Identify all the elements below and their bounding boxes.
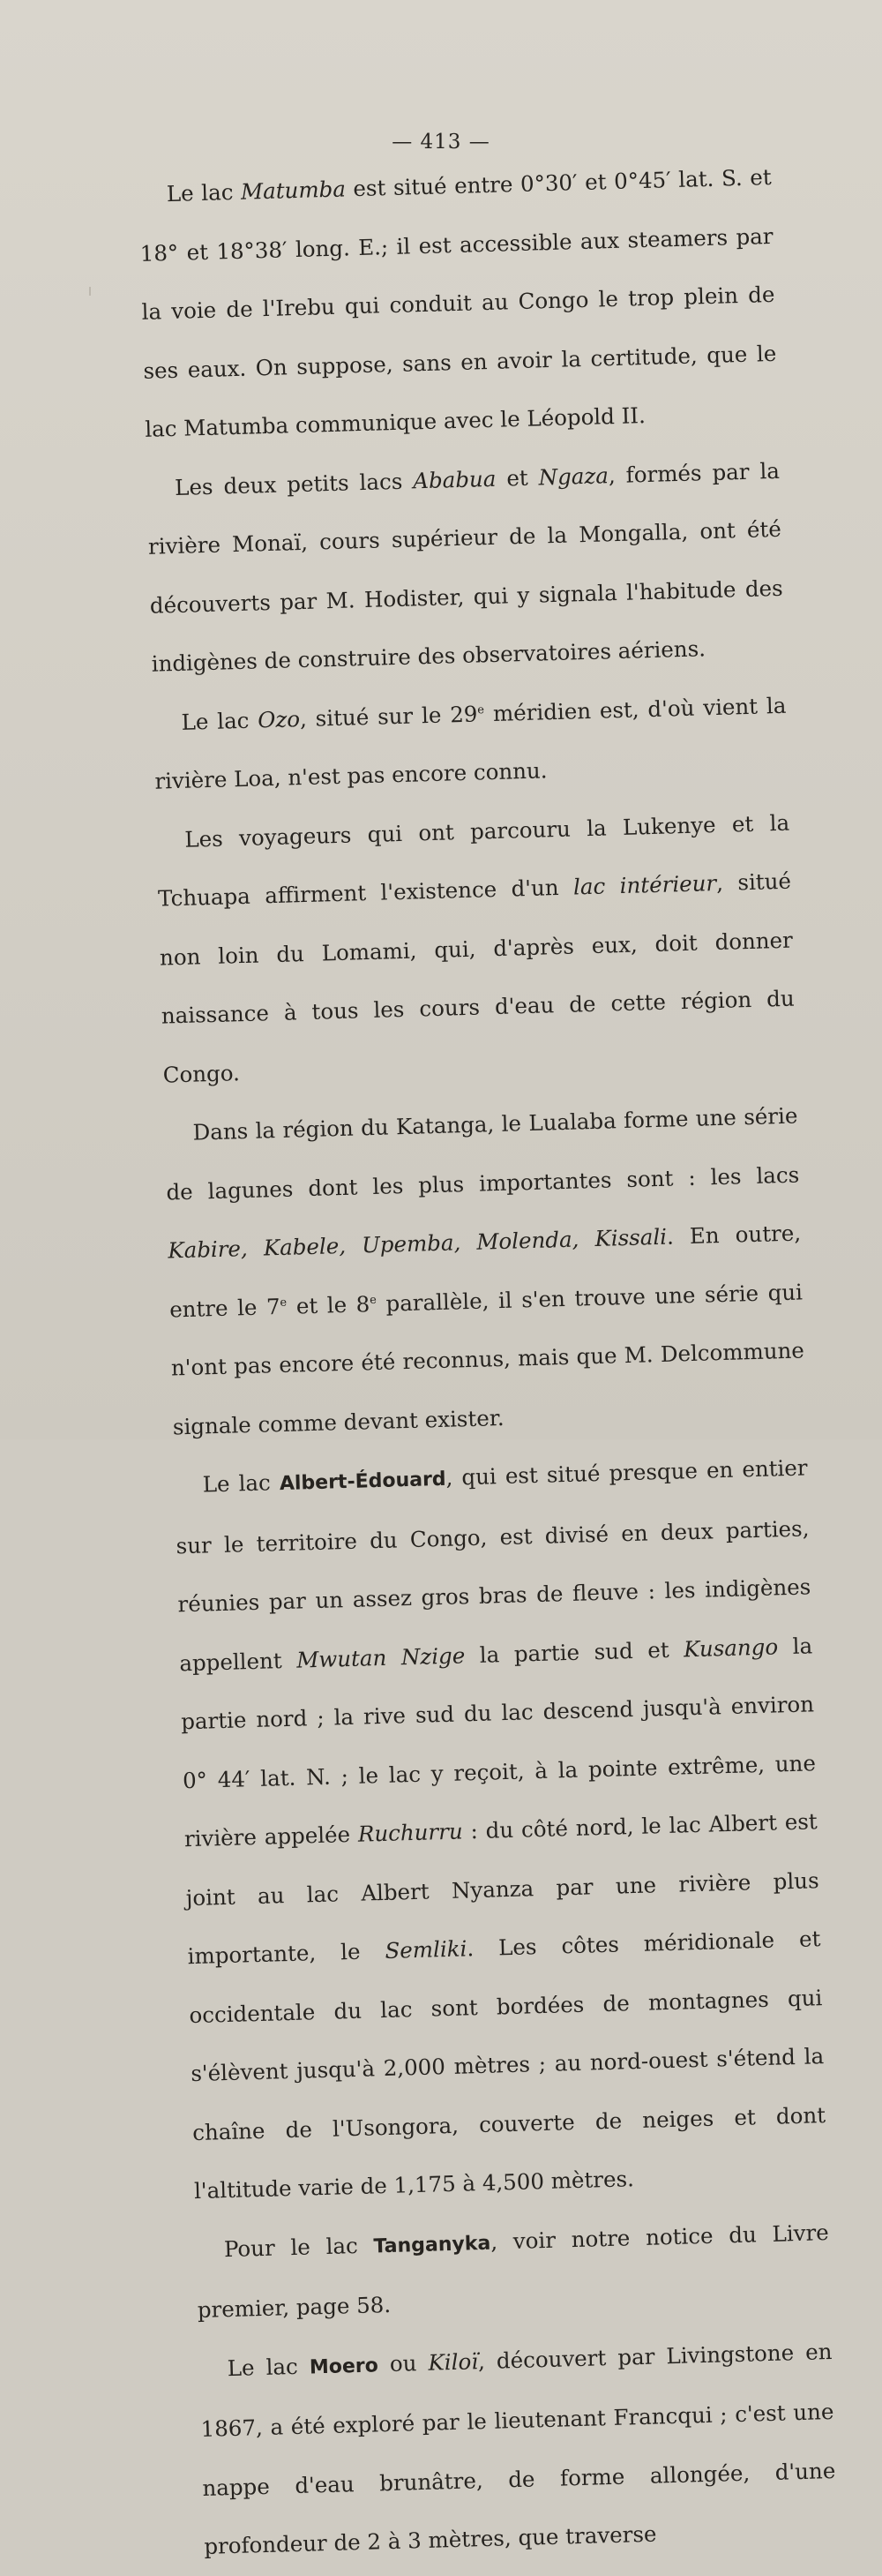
superscript: e <box>477 702 485 717</box>
text-run: parallèle, il s'en trouve une série qui n'ont pas encore été reconnus, mais que M. Delcommune signale comme devant exister. <box>170 1278 805 1439</box>
paragraph <box>153 676 789 811</box>
text-run: , situé sur le 29 <box>299 700 478 732</box>
margin-mark <box>89 287 91 296</box>
text-run: la partie nord ; la rive sud du lac descend jusqu'à environ 0° 44′ lat. N. ; le lac y reçoit, à la pointe extrême, une rivière appelée <box>180 1632 817 1852</box>
italic-text: Semliki <box>385 1935 467 1964</box>
bold-text: Albert-Édouard <box>279 1468 446 1496</box>
italic-text: Ruchurru <box>357 1818 464 1847</box>
text-run: Pour le lac <box>223 2231 374 2262</box>
text-run: Le lac <box>166 178 242 207</box>
text-run: : du côté nord, le lac Albert est joint au lac Albert Nyanza par une rivière plus importante, le <box>185 1808 819 1970</box>
paragraph <box>155 793 796 1104</box>
text-run: , voir notre notice du Livre premier, page 58. <box>197 2219 830 2324</box>
superscript: e <box>369 1293 377 1307</box>
italic-text: Matumba <box>240 176 347 205</box>
text-run: . Les côtes méridionale et occidentale du lac sont bordées de montagnes qui s'élèvent jusqu'à 2,000 mètres ; au nord-ouest s'étend la chaîne de l'Usongora, couverte de neiges et dont l'altitude varie de 1,175 à 4,500 mètres. <box>189 1926 826 2204</box>
italic-text: Ngaza <box>538 462 609 490</box>
text-run: Dans la région du Katanga, le Lualaba forme une série de lagunes dont les plus importantes sont : les lacs <box>166 1102 800 1205</box>
text-run: méridien est, d'où vient la rivière Loa, n'est pas encore connu. <box>154 692 787 794</box>
text-run: Les voyageurs qui ont parcouru la Lukenye et la Tchuapa affirment l'existence d'un <box>157 809 790 912</box>
paragraph <box>164 1087 807 1457</box>
text-run: la partie sud et <box>464 1635 684 1668</box>
italic-text: Kiloï <box>428 2347 479 2376</box>
paragraph <box>198 2322 838 2576</box>
text-run: , situé non loin du Lomami, qui, d'après eux, doit donner naissance à tous les cours d'eau de cette région du Congo. <box>159 867 796 1088</box>
italic-text: Ozo <box>257 705 301 732</box>
paragraph <box>174 1438 828 2220</box>
text-run: et <box>495 463 540 492</box>
text-run: Le lac <box>202 1469 280 1498</box>
italic-text: Ababua <box>412 465 497 493</box>
text-run: et le 8 <box>286 1290 370 1319</box>
bold-text: Moero <box>309 2354 379 2379</box>
superscript: e <box>280 1296 288 1310</box>
text-run: , découvert par Livingstone en 1867, a été exploré par le lieutenant Francqui ; c'est une nappe d'eau brunâtre, de forme allongée, d'une profondeur de 2 à 3 mètres, que traverse <box>200 2338 836 2559</box>
italic-text: lac intérieur <box>572 870 717 900</box>
italic-text: Kabire, Kabele, Upemba, Molenda, Kissali <box>167 1223 668 1264</box>
text-run: . En outre, entre le 7 <box>168 1220 802 1322</box>
text-run: , qui est situé presque en entier sur le territoire du Congo, est divisé en deux parties, réunies par un assez gros bras de fleuve : les indigènes appellent <box>176 1454 811 1676</box>
text-run: , formés par la rivière Monaï, cours supérieur de la Mongalla, ont été découverts par M. Hodister, qui y signala l'habitude des indigènes de construire des observatoires aériens. <box>147 457 784 677</box>
paragraph <box>138 148 779 459</box>
text-run: Les deux petits lacs <box>174 467 414 500</box>
paragraph <box>146 441 785 694</box>
body-text <box>138 148 838 2576</box>
italic-text: Mwutan Nzige <box>295 1641 466 1673</box>
paragraph <box>195 2204 831 2340</box>
bold-text: Tanganyka <box>373 2232 491 2257</box>
text-run: Le lac <box>227 2353 310 2381</box>
text-run: Le lac <box>181 706 258 735</box>
text-run: est situé entre 0°30′ et 0°45′ lat. S. et 18° et 18°38′ long. E.; il est accessible aux steamers par la voie de l'Irebu qui conduit au Congo le trop plein de ses eaux. On suppose, sans en avoir la certitude, que le lac Matumba communique avec le Léopold II. <box>139 163 777 442</box>
italic-text: Kusango <box>683 1633 779 1662</box>
page-number: — 413 — <box>392 131 490 154</box>
text-run: ou <box>377 2349 429 2377</box>
